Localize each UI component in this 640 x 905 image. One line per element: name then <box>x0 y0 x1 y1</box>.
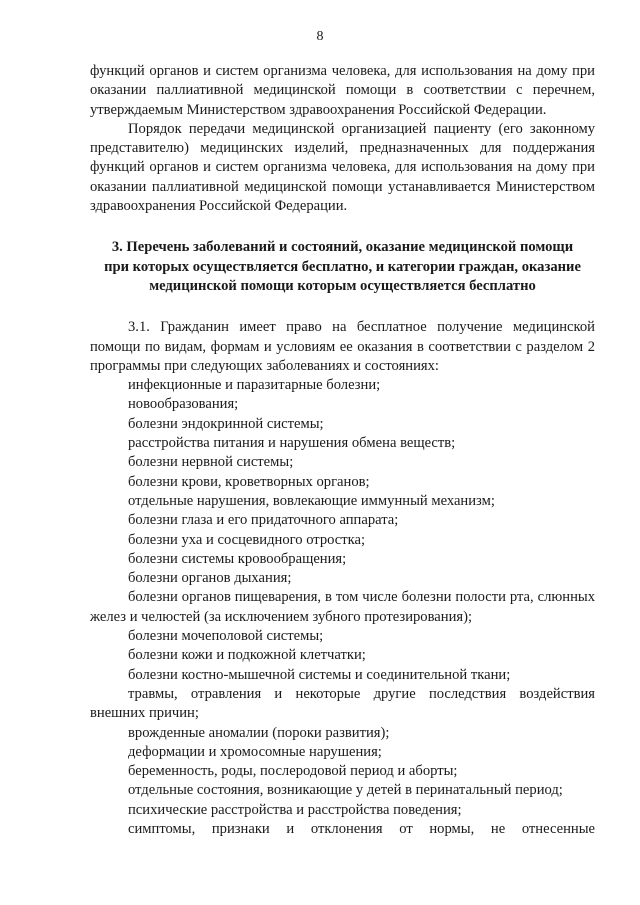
document-body <box>90 62 595 839</box>
section-heading-line: медицинской помощи которым осуществляется бесплатно <box>149 277 536 294</box>
list-item: отдельные состояния, возникающие у детей в перинатальный период; <box>128 782 563 799</box>
list-item: болезни органов пищеварения, в том числе болезни полости рта, слюнных желез и челюстей (за исключением зубного протезирования); <box>90 589 595 625</box>
list-item: болезни мочеполовой системы; <box>128 628 324 645</box>
conditions-list <box>90 376 595 839</box>
list-item: болезни эндокринной системы; <box>128 415 324 432</box>
intro-paragraph-continuation: функций органов и систем организма человека, для использования на дому при оказании паллиативной медицинской помощи в соответствии с перечнем, утверждаемым Министерством здравоохранения Российской Федерации. <box>90 63 595 118</box>
section-heading-line: 3. Перечень заболеваний и состояний, оказание медицинской помощи <box>111 239 574 256</box>
page-number: 8 <box>316 29 324 44</box>
list-item: отдельные нарушения, вовлекающие иммунный механизм; <box>128 492 495 509</box>
list-item: расстройства питания и нарушения обмена веществ; <box>128 435 456 452</box>
section-heading <box>90 238 595 296</box>
list-item: болезни глаза и его придаточного аппарата; <box>128 512 399 529</box>
list-item: травмы, отравления и некоторые другие последствия воздействия внешних причин; <box>90 685 595 722</box>
list-item: болезни уха и сосцевидного отростка; <box>128 531 366 548</box>
list-item: новообразования; <box>128 396 239 413</box>
list-item: болезни костно-мышечной системы и соединительной ткани; <box>128 666 511 683</box>
list-item: болезни системы кровообращения; <box>128 550 347 567</box>
list-item: болезни крови, кроветворных органов; <box>128 473 370 490</box>
clause-3-1: 3.1. Гражданин имеет право на бесплатное получение медицинской помощи по видам, формам и условиям ее оказания в соответствии с разделом 2 программы при следующих заболеваниях и состояниях: <box>90 319 595 374</box>
list-item: болезни кожи и подкожной клетчатки; <box>128 647 366 664</box>
list-item: инфекционные и паразитарные болезни; <box>128 377 381 394</box>
intro-paragraph-transfer-procedure: Порядок передачи медицинской организацией пациенту (его законному представителю) медицинских изделий, предназначенных для поддержания функций органов и систем организма человека, для использования на дому при оказании паллиативной медицинской помощи устанавливается Министерством здравоохранения Российской Федерации. <box>90 120 595 215</box>
list-item: болезни органов дыхания; <box>128 570 292 587</box>
list-item: врожденные аномалии (пороки развития); <box>128 724 390 741</box>
list-item: болезни нервной системы; <box>128 454 294 471</box>
list-item: деформации и хромосомные нарушения; <box>128 743 382 760</box>
section-heading-line: при которых осуществляется бесплатно, и категории граждан, оказание <box>104 258 581 275</box>
list-item: беременность, роды, послеродовой период и аборты; <box>128 763 458 780</box>
list-item: симптомы, признаки и отклонения от нормы, не отнесенные <box>128 820 595 837</box>
list-item: психические расстройства и расстройства поведения; <box>128 801 462 818</box>
